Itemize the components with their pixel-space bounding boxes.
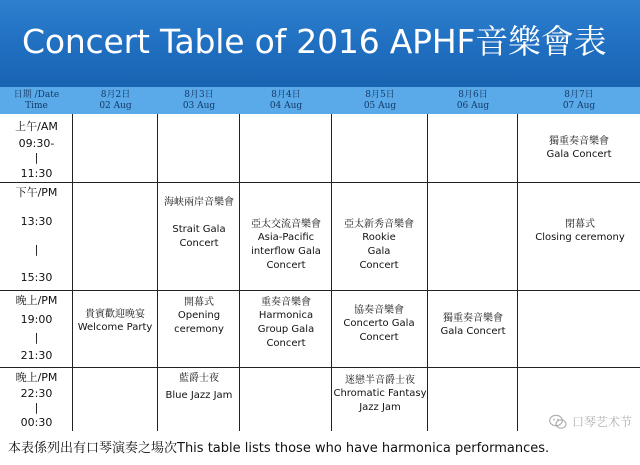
header-day-zh: 8月4日 — [271, 89, 301, 100]
header-day-en: 04 Aug — [269, 100, 303, 111]
event-name-en: Blue Jazz Jam — [165, 390, 233, 401]
time-separator: | — [34, 330, 39, 344]
time-end: 00:30 — [20, 416, 53, 429]
event-name-zh: 海峡兩岸音樂會 — [164, 197, 234, 208]
header-day-en: 03 Aug — [182, 100, 216, 111]
event-name-en: Chromatic Fantasy Jazz Jam — [333, 388, 427, 413]
event-cell — [164, 196, 234, 266]
time-slot-afternoon — [0, 186, 73, 284]
time-start: 09:30- — [18, 136, 55, 150]
event-cell — [336, 304, 422, 354]
time-slot-evening — [0, 294, 73, 362]
time-end: 21:30 — [20, 348, 53, 362]
event-cell — [168, 296, 230, 356]
page-title: Concert Table of 2016 APHF音樂會表 — [22, 22, 607, 61]
event-name-zh: 獨重奏音樂會 — [549, 135, 609, 147]
event-cell — [524, 218, 636, 258]
event-name-zh: 閉幕式 — [565, 219, 595, 230]
event-name-en: Rookie Gala Concert — [359, 232, 399, 271]
header-time-label: Time — [25, 100, 48, 111]
time-label: 晚上/PM — [15, 294, 58, 307]
event-cell — [73, 291, 157, 351]
time-start: 19:00 — [20, 313, 53, 327]
header-day-4 — [332, 87, 428, 114]
header-day-zh: 8月7日 — [564, 89, 594, 100]
row-divider — [0, 182, 640, 183]
time-end: 11:30 — [20, 166, 53, 180]
event-name-zh: 藍爵士夜 — [179, 373, 219, 384]
header-day-zh: 8月3日 — [184, 89, 214, 100]
event-name-en: Closing ceremony — [535, 232, 625, 243]
header-day-en: 05 Aug — [363, 100, 397, 111]
event-name-zh: 開幕式 — [184, 297, 214, 308]
time-start: 13:30 — [20, 215, 53, 229]
wechat-icon — [549, 414, 567, 430]
header-day-5 — [428, 87, 518, 114]
event-name-zh: 重奏音樂會 — [261, 297, 311, 308]
event-cell — [518, 114, 640, 182]
event-name-en: Opening ceremony — [174, 310, 224, 335]
event-cell — [332, 374, 428, 430]
event-name-zh: 迷戀半音爵士夜 — [345, 375, 415, 386]
time-start: 22:30 — [20, 387, 53, 400]
event-cell — [244, 218, 328, 288]
header-day-zh: 8月2日 — [100, 89, 131, 100]
time-label: 晚上/PM — [15, 371, 58, 384]
concert-schedule-table — [0, 114, 640, 431]
watermark-text: 口琴艺术节 — [571, 415, 632, 429]
header-day-2 — [158, 87, 240, 114]
event-name-zh: 亞太新秀音樂會 — [344, 219, 414, 230]
time-separator: | — [34, 242, 39, 256]
footnote: 本表係列出有口琴演奏之場次This table lists those who have harmonica performances. — [8, 441, 550, 456]
event-cell — [428, 312, 518, 344]
event-name-zh: 獨重奏音樂會 — [443, 313, 503, 324]
time-label: 下午/PM — [15, 186, 58, 199]
header-day-zh: 8月5日 — [365, 89, 395, 100]
time-end: 15:30 — [20, 270, 53, 284]
event-name-en: Harmonica Group Gala Concert — [257, 310, 315, 349]
time-separator: | — [34, 151, 39, 165]
event-name-zh: 貴賓歡迎晚宴 — [85, 308, 145, 320]
event-name-zh: 亞太交流音樂會 — [251, 219, 321, 230]
event-name-zh: 協奏音樂會 — [354, 305, 404, 316]
event-name-en: Gala Concert — [546, 148, 612, 160]
header-day-6 — [518, 87, 640, 114]
row-divider — [0, 367, 640, 368]
watermark — [549, 413, 632, 430]
time-label: 上午/AM — [15, 120, 58, 133]
event-name-en: Concerto Gala Concert — [343, 318, 415, 343]
title-banner — [0, 0, 640, 87]
header-day-en: 07 Aug — [562, 100, 596, 111]
header-row — [0, 87, 640, 114]
time-separator: | — [34, 401, 39, 414]
header-day-3 — [240, 87, 332, 114]
header-time-cell — [0, 87, 73, 114]
header-day-en: 02 Aug — [99, 100, 132, 111]
event-cell — [244, 296, 328, 366]
header-day-zh: 8月6日 — [458, 89, 488, 100]
header-date-label: 日期 /Date — [13, 89, 60, 100]
event-name-en: Gala Concert — [440, 326, 506, 337]
time-slot-morning — [0, 120, 73, 180]
header-day-en: 06 Aug — [456, 100, 490, 111]
event-name-en: Strait Gala Concert — [172, 224, 226, 249]
event-cell — [158, 372, 240, 416]
time-slot-late-night — [0, 371, 73, 429]
event-name-en: Asia-Pacific interflow Gala Concert — [251, 232, 321, 271]
event-name-en: Welcome Party — [77, 321, 153, 333]
event-cell — [336, 218, 422, 271]
header-day-1 — [73, 87, 158, 114]
